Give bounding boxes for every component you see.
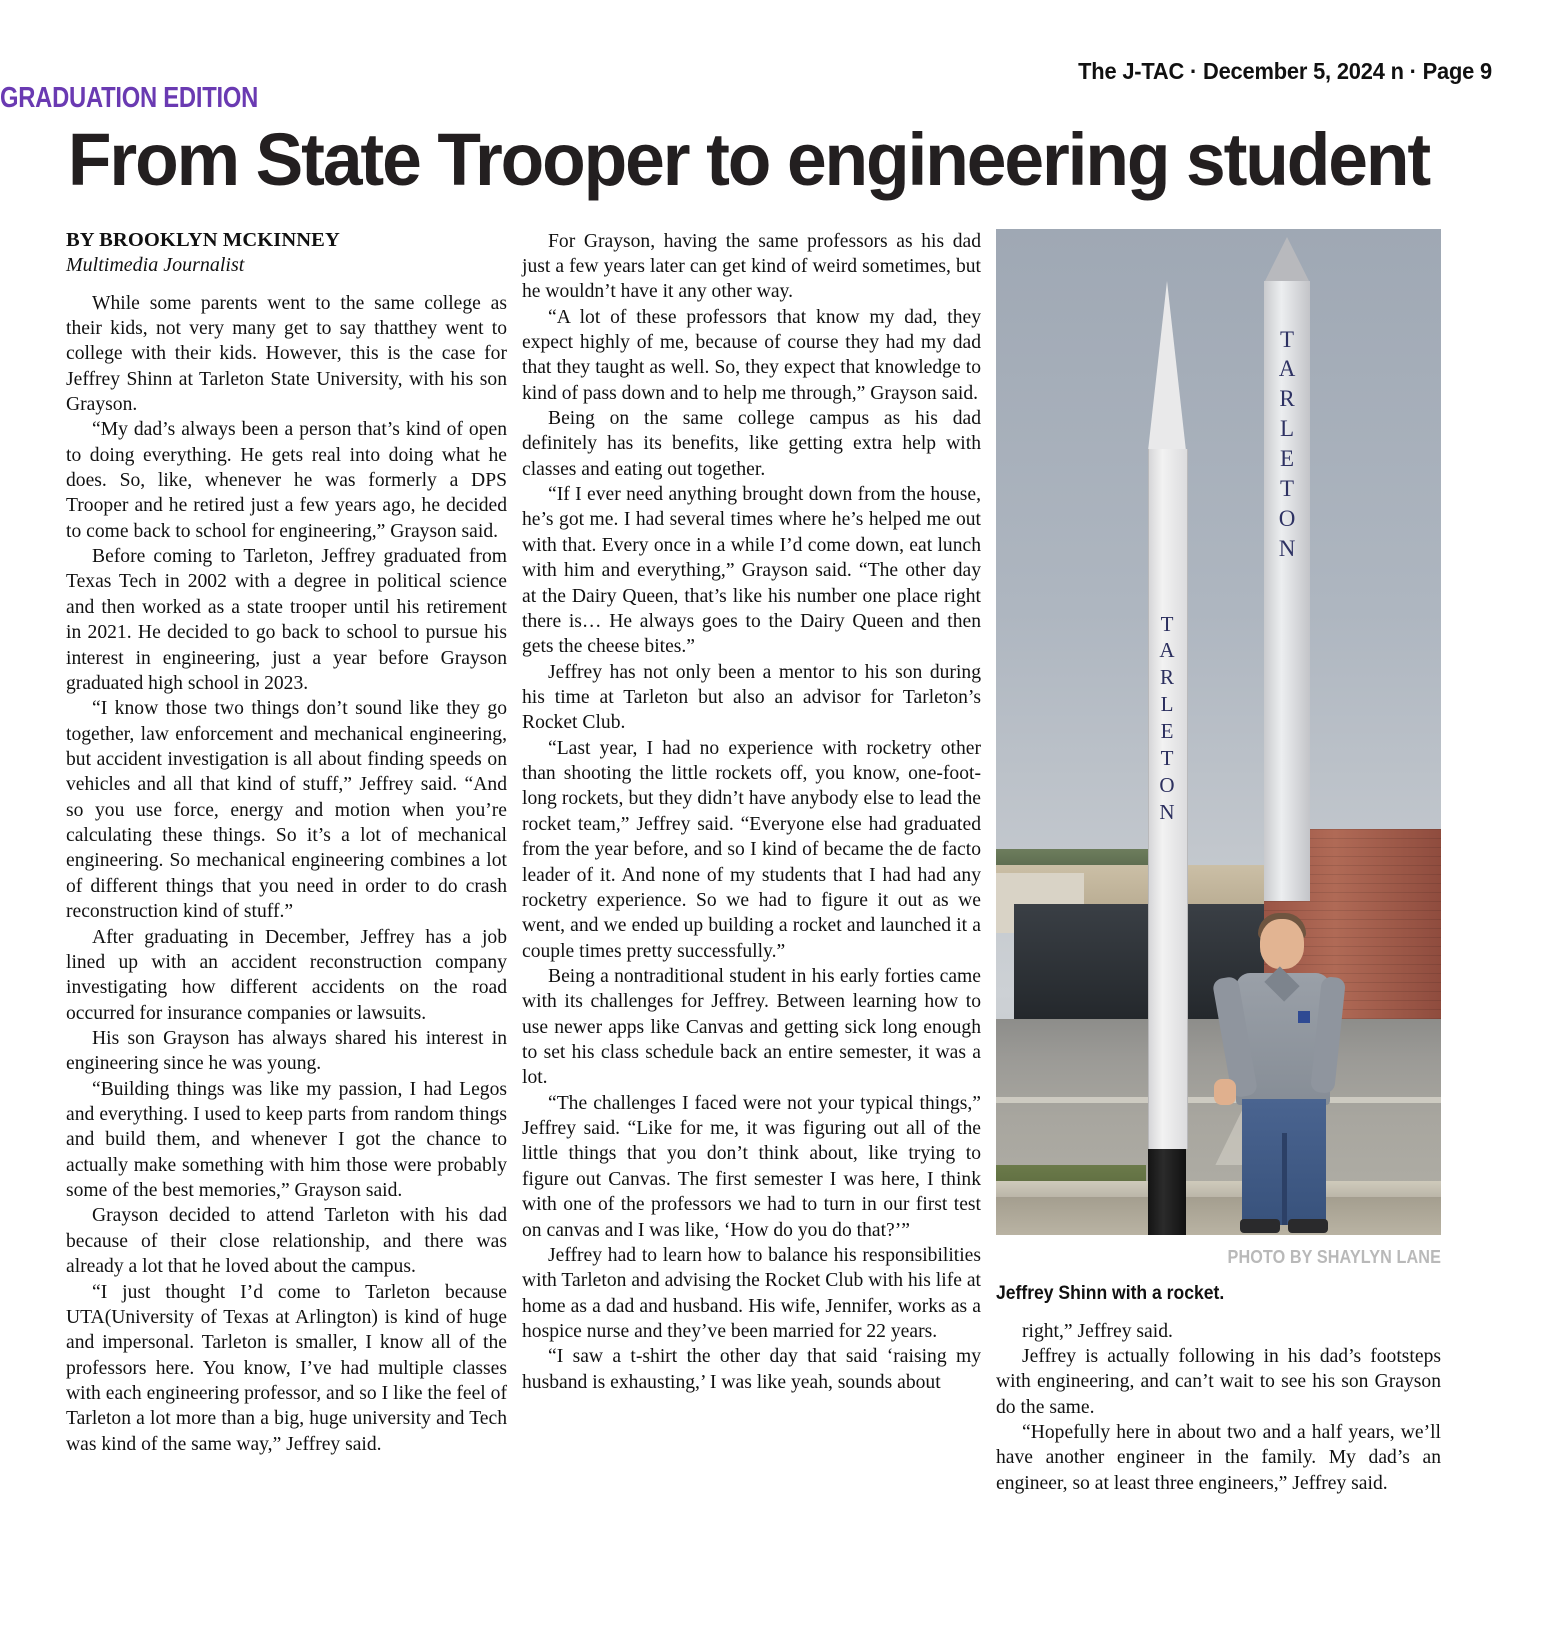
folio-line: The J-TAC · December 5, 2024 n · Page 9 — [1078, 58, 1492, 84]
paragraph: Being a nontraditional student in his early forties came with its challenges for Jeffrey. Between learning how to use newer apps like Canvas and getting sick long enough to set his class schedule back an entire semester, it was a lot. — [522, 965, 981, 1089]
person-jeffrey-shinn — [1216, 919, 1348, 1235]
paragraph: “Hopefully here in about two and a half years, we’ll have another engineer in the family. My dad’s an engineer, so at least three engineers,” Jeffrey said. — [996, 1421, 1441, 1494]
paragraph: Being on the same college campus as his dad definitely has its benefits, like getting extra help with classes and eating out together. — [522, 408, 981, 480]
paragraph: “I know those two things don’t sound like they go together, law enforcement and mechanical engineering, but accident investigation is all about finding speeds on vehicles and all that kind of stuff,” Jeffrey said. “And so you use force, energy and motion when you’re calculating these things. So it’s a lot of mechanical engineering. So mechanical engineering combines a lot of different things that you need in order to do crash reconstruction kind of stuff.” — [66, 698, 507, 923]
article-photo — [996, 229, 1441, 1235]
paragraph: After graduating in December, Jeffrey has a job lined up with an accident reconstruction company investigating how different accidents on the road occurred for insurance companies or lawsuits. — [66, 926, 507, 1024]
paragraph: For Grayson, having the same professors as his dad just a few years later can get kind of weird sometimes, but he wouldn’t have it any other way. — [522, 230, 981, 303]
column-one — [66, 229, 507, 1559]
foreground-rocket — [1148, 281, 1186, 1235]
paragraph: “If I ever need anything brought down from the house, he’s got me. I had several times where he’s helped me out with that. Every once in a while I’d come down, eat lunch with him and everything,” Grayson said. “The other day at the Dairy Queen, that’s like his number one place right there is… He always goes to the Dairy Queen and then gets the cheese bites.” — [522, 484, 981, 658]
paragraph: Grayson decided to attend Tarleton with his dad because of their close relationship, and there was already a lot that he loved about the campus. — [66, 1205, 507, 1278]
person-hand — [1214, 1079, 1236, 1105]
person-shoe — [1288, 1219, 1328, 1233]
person-shoe — [1240, 1219, 1280, 1233]
paragraph: right,” Jeffrey said. — [1022, 1320, 1173, 1342]
paragraph: “I saw a t-shirt the other day that said ‘raising my husband is exhausting,’ I was like yeah, sounds about — [522, 1346, 981, 1393]
folio-row — [66, 0, 1492, 110]
paragraph: Jeffrey had to learn how to balance his responsibilities with Tarleton and advising the Rocket Club with his life at home as a dad and husband. His wife, Jennifer, works as a hospice nurse and they’ve been married for 22 years. — [522, 1244, 981, 1342]
paragraph: His son Grayson has always shared his interest in engineering since he was young. — [66, 1027, 507, 1075]
rocket-label-back: T A R L E T O N — [1278, 326, 1296, 561]
rocket-nose-cone — [1148, 281, 1186, 451]
byline-role: Multimedia Journalist — [66, 253, 245, 276]
column-two — [522, 229, 981, 1559]
background-rocket — [1264, 237, 1310, 927]
person-jeans-seam — [1282, 1133, 1287, 1225]
column-three — [996, 229, 1441, 1559]
page-headline: From State Trooper to engineering student — [67, 118, 1430, 201]
paragraph: “Last year, I had no experience with rocketry other than shooting the little rockets off, you know, one-foot-long rockets, but they didn’t have anybody else to lead the rocket team,” Jeffrey said. “Everyone else had graduated from the year before, and so I kind of became the de facto leader of it. And none of my students that I had had any rocketry experience. So we had to figure it out as we went, and we ended up building a rocket and launched it a couple times pretty successfully.” — [522, 737, 981, 962]
paragraph: “The challenges I faced were not your typical things,” Jeffrey said. “Like for me, it was figuring out all of the little things that you don’t think about, like trying to figure out Canvas. The first semester I was here, I think with one of the professors we had to turn in our first test on canvas and I was like, ‘How do you do that?’” — [522, 1092, 981, 1241]
paragraph: Jeffrey has not only been a mentor to his son during his time at Tarleton but also an advisor for Tarleton’s Rocket Club. — [522, 661, 981, 734]
photo-caption: Jeffrey Shinn with a rocket. — [996, 1281, 1225, 1304]
paragraph: “Building things was like my passion, I had Legos and everything. I used to keep parts from random things and build them, and whenever I got the chance to actually make something with him those were probably some of the best memories,” Grayson said. — [66, 1078, 507, 1202]
person-head — [1260, 919, 1304, 969]
paragraph: Before coming to Tarleton, Jeffrey graduated from Texas Tech in 2002 with a degree in political science and then worked as a state trooper until his retirement in 2021. He decided to go back to school to pursue his interest in engineering, just a year before Grayson graduated high school in 2023. — [66, 546, 507, 694]
rocket-nose-cone — [1264, 237, 1310, 283]
paragraph: Jeffrey is actually following in his dad’s footsteps with engineering, and can’t wait to see his son Grayson do the same. — [996, 1345, 1441, 1418]
byline-author: BY BROOKLYN MCKINNEY — [66, 228, 340, 251]
rocket-motor-section — [1148, 1149, 1186, 1235]
person-shirt-logo — [1298, 1011, 1310, 1023]
paragraph: While some parents went to the same college as their kids, not very many get to say thatthey went to college with their kids. However, this is the case for Jeffrey Shinn at Tarleton State University, with his son Grayson. — [66, 292, 507, 415]
section-kicker: GRADUATION EDITION — [0, 82, 259, 114]
article-body — [66, 229, 1492, 1559]
photo-credit: PHOTO BY SHAYLYN LANE — [1227, 1246, 1441, 1267]
paragraph: “My dad’s always been a person that’s kind of open to doing everything. He gets real into doing what he does. So, like, whenever he was formerly a DPS Trooper and he retired just a few years ago, he decided to come back to school for engineering,” Grayson said. — [66, 419, 507, 542]
rocket-label-front: T A R L E T O N — [1159, 611, 1175, 824]
paragraph: “A lot of these professors that know my dad, they expect highly of me, because of course they had my dad that they taught as well. So, they expect that knowledge to kind of pass down and to help me through,” Grayson said. — [522, 306, 981, 404]
paragraph: “I just thought I’d come to Tarleton because UTA(University of Texas at Arlington) is kind of huge and impersonal. Tarleton is smaller, I know all of the professors here. You know, I’ve had multiple classes with each engineering professor, and so I like the feel of Tarleton a lot more than a big, huge university and Tech was kind of the same way,” Jeffrey said. — [66, 1281, 507, 1455]
